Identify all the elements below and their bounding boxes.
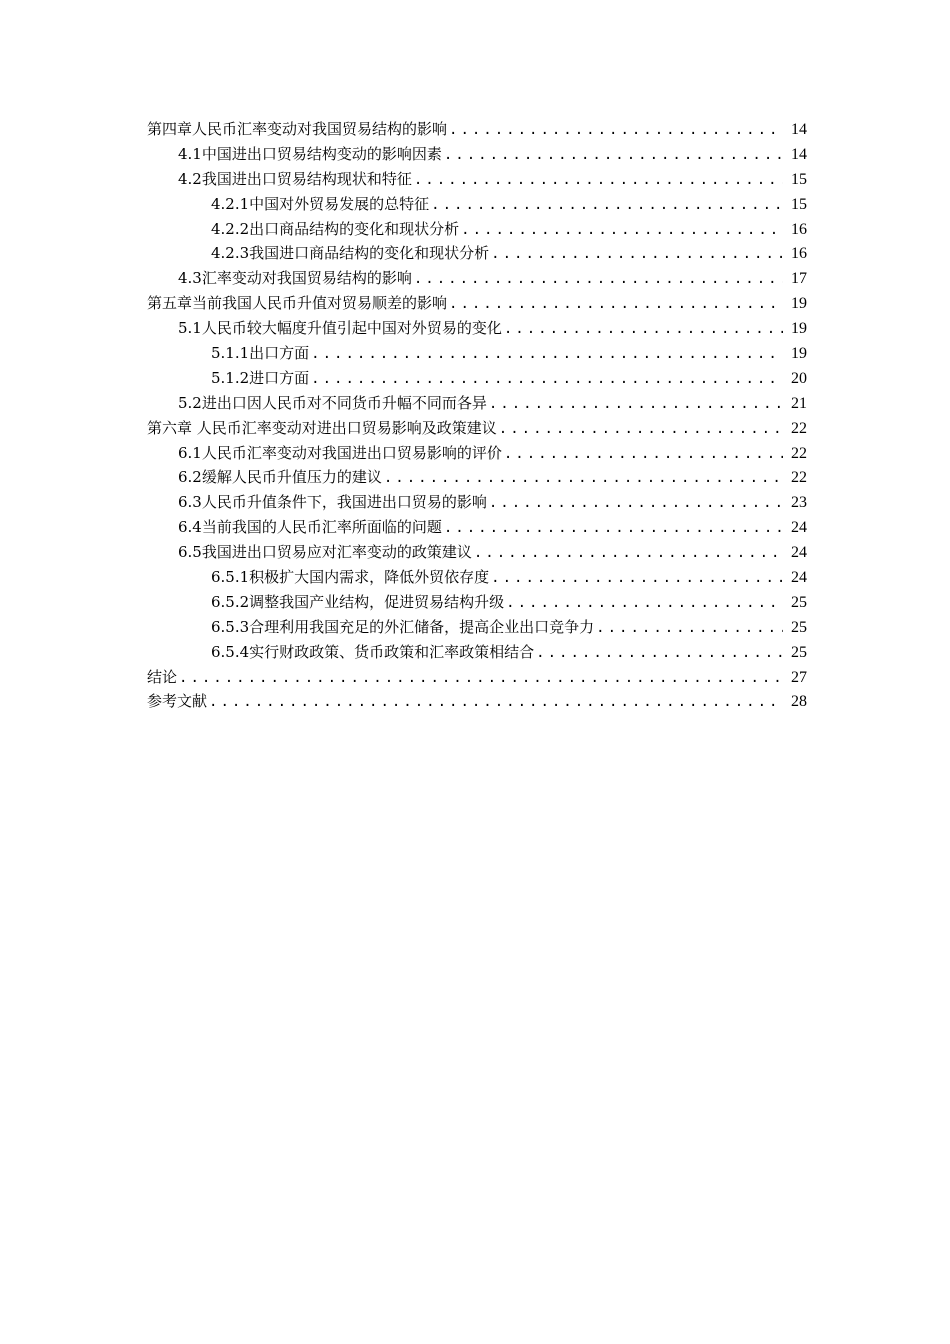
- toc-page-number: 20: [791, 369, 807, 387]
- toc-page-number: 17: [791, 270, 807, 288]
- toc-dot-leader: [311, 342, 783, 366]
- toc-entry-title: 4.2.3我国进口商品结构的变化和现状分析: [211, 244, 490, 263]
- toc-page-number: 27: [791, 668, 807, 686]
- toc-page-number: 15: [791, 170, 807, 188]
- toc-entry-title: 第四章人民币汇率变动对我国贸易结构的影响: [147, 120, 448, 138]
- toc-dot-leader: [311, 367, 783, 391]
- toc-page-number: 24: [791, 544, 807, 562]
- toc-entry-title: 结论: [147, 667, 178, 686]
- toc-entry-title: 5.1.1出口方面: [211, 344, 310, 363]
- toc-dot-leader: [506, 591, 783, 615]
- toc-entry[interactable]: [147, 241, 807, 266]
- toc-entry-title: 6.5我国进出口贸易应对汇率变动的政策建议: [178, 543, 472, 562]
- toc-entry-title: 第六章 人民币汇率变动对进出口贸易影响及政策建议: [147, 418, 497, 437]
- toc-entry-title: 4.3汇率变动对我国贸易结构的影响: [178, 269, 412, 288]
- toc-entry[interactable]: [147, 465, 807, 490]
- toc-page-number: 23: [791, 494, 807, 512]
- toc-entry-title: 4.2我国进出口贸易结构现状和特征: [178, 169, 412, 188]
- toc-entry-title: 6.5.2调整我国产业结构，促进贸易结构升级: [211, 592, 505, 611]
- toc-entry[interactable]: [147, 192, 807, 217]
- toc-page-number: 22: [791, 469, 807, 487]
- toc-entry[interactable]: [147, 689, 807, 714]
- toc-page-number: 25: [791, 643, 807, 661]
- toc-entry[interactable]: [147, 316, 807, 341]
- toc-dot-leader: [209, 690, 783, 714]
- toc-dot-leader: [489, 491, 783, 515]
- toc-entry-title: 4.2.1中国对外贸易发展的总特征: [211, 194, 430, 213]
- toc-dot-leader: [489, 392, 783, 416]
- toc-page-number: 24: [791, 569, 807, 587]
- toc-entry[interactable]: [147, 441, 807, 466]
- toc-entry[interactable]: [147, 416, 807, 441]
- toc-entry-title: 6.5.1积极扩大国内需求，降低外贸依存度: [211, 568, 490, 587]
- toc-entry[interactable]: [147, 540, 807, 565]
- toc-dot-leader: [499, 417, 783, 441]
- toc-entry-title: 6.5.4实行财政政策、货币政策和汇率政策相结合: [211, 642, 535, 661]
- toc-page-number: 16: [791, 220, 807, 238]
- toc-entry-title: 6.2缓解人民币升值压力的建议: [178, 468, 382, 487]
- toc-entry-title: 6.3人民币升值条件下，我国进出口贸易的影响: [178, 493, 487, 512]
- toc-page-number: 24: [791, 519, 807, 537]
- toc-page-number: 19: [791, 320, 807, 338]
- toc-entry[interactable]: [147, 590, 807, 615]
- toc-entry-title: 5.2进出口因人民币对不同货币升幅不同而各异: [178, 393, 487, 412]
- toc-dot-leader: [449, 292, 783, 316]
- toc-dot-leader: [491, 566, 783, 590]
- toc-dot-leader: [504, 442, 783, 466]
- toc-page-number: 19: [791, 345, 807, 363]
- toc-page-number: 28: [791, 693, 807, 711]
- toc-entry-title: 4.1中国进出口贸易结构变动的影响因素: [178, 144, 442, 163]
- toc-dot-leader: [449, 118, 783, 142]
- toc-dot-leader: [414, 267, 783, 291]
- toc-page-number: 22: [791, 444, 807, 462]
- table-of-contents: [147, 117, 807, 714]
- toc-entry[interactable]: [147, 490, 807, 515]
- toc-entry-title: 4.2.2出口商品结构的变化和现状分析: [211, 219, 460, 238]
- toc-entry-title: 6.1人民币汇率变动对我国进出口贸易影响的评价: [178, 443, 502, 462]
- toc-entry-title: 第五章当前我国人民币升值对贸易顺差的影响: [147, 294, 448, 313]
- toc-page-number: 15: [791, 195, 807, 213]
- toc-dot-leader: [431, 193, 783, 217]
- toc-dot-leader: [491, 242, 783, 266]
- toc-dot-leader: [461, 218, 783, 242]
- toc-entry[interactable]: [147, 341, 807, 366]
- toc-page-number: 25: [791, 593, 807, 611]
- toc-entry[interactable]: [147, 391, 807, 416]
- toc-page-number: 25: [791, 618, 807, 636]
- toc-entry[interactable]: [147, 615, 807, 640]
- toc-dot-leader: [536, 641, 783, 665]
- toc-page-number: 14: [791, 145, 807, 163]
- toc-entry[interactable]: [147, 117, 807, 142]
- toc-entry-title: 5.1.2进口方面: [211, 368, 310, 387]
- toc-entry[interactable]: [147, 565, 807, 590]
- toc-entry-title: 参考文献: [147, 692, 208, 711]
- toc-page-number: 16: [791, 245, 807, 263]
- toc-entry[interactable]: [147, 291, 807, 316]
- toc-entry[interactable]: [147, 217, 807, 242]
- toc-page-number: 21: [791, 394, 807, 412]
- toc-entry-title: 5.1人民币较大幅度升值引起中国对外贸易的变化: [178, 319, 502, 338]
- toc-entry[interactable]: [147, 366, 807, 391]
- toc-entry-title: 6.4当前我国的人民币汇率所面临的问题: [178, 518, 442, 537]
- toc-entry[interactable]: [147, 167, 807, 192]
- toc-dot-leader: [504, 317, 783, 341]
- toc-dot-leader: [596, 616, 783, 640]
- toc-dot-leader: [444, 516, 783, 540]
- toc-dot-leader: [474, 541, 783, 565]
- toc-entry[interactable]: [147, 515, 807, 540]
- toc-entry-title: 6.5.3合理利用我国充足的外汇储备，提高企业出口竞争力: [211, 617, 595, 636]
- toc-dot-leader: [384, 466, 783, 490]
- toc-entry[interactable]: [147, 640, 807, 665]
- toc-page-number: 19: [791, 295, 807, 313]
- toc-entry[interactable]: [147, 665, 807, 690]
- toc-dot-leader: [179, 666, 783, 690]
- toc-dot-leader: [444, 143, 783, 167]
- toc-page-number: 22: [791, 419, 807, 437]
- toc-dot-leader: [414, 168, 783, 192]
- toc-entry[interactable]: [147, 266, 807, 291]
- toc-page-number: 14: [791, 121, 807, 138]
- toc-entry[interactable]: [147, 142, 807, 167]
